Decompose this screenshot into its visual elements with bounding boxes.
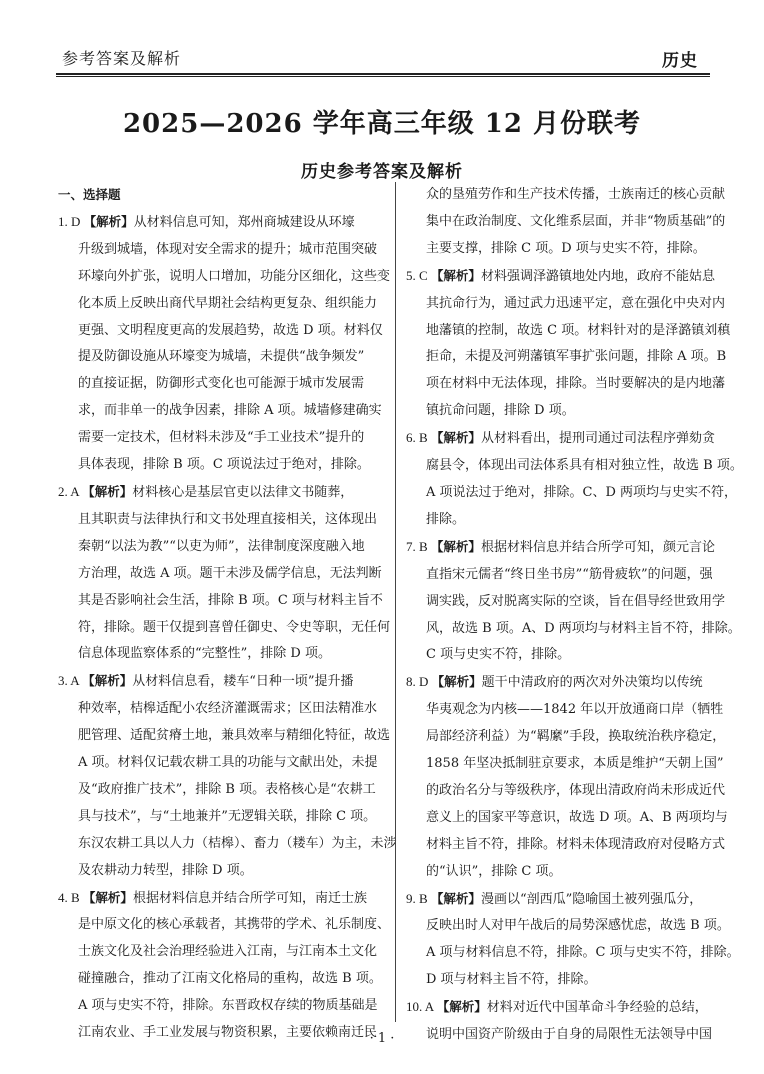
answer-line	[406, 182, 726, 209]
answer-line	[58, 398, 385, 425]
answer-line	[406, 480, 738, 507]
header-left-label: 参考答案及解析	[62, 49, 182, 68]
answer-text: A 项。材料仅记载农耕工具的功能与文献出处，未提	[78, 755, 378, 771]
answer-line	[406, 967, 706, 994]
answer-line	[58, 264, 391, 291]
answer-line	[58, 723, 391, 750]
answer-text: C 项与史实不符，排除。	[426, 647, 571, 663]
answer-text: A 项与材料信息不符，排除。C 项与史实不符，排除。	[426, 945, 740, 961]
answer-text: 镇抗命问题，排除 D 项。	[426, 403, 575, 419]
answer-text: 信息体现监察体系的“完整性”，排除 D 项。	[78, 646, 331, 662]
answer-line	[406, 344, 727, 371]
answer-text: 从材料看出，提刑司通过司法程序弹劾贪	[480, 431, 715, 447]
analysis-tag: 【解析】	[82, 673, 133, 689]
answer-line	[406, 669, 706, 697]
answer-text: 方治理，故选 A 项。题干未涉及儒学信息，无法判断	[78, 565, 382, 581]
answer-line	[406, 425, 715, 453]
answer-line	[406, 859, 706, 886]
answer-text: 腐县令，体现出司法体系具有相对独立性，故选 B 项。	[426, 458, 743, 474]
answer-text: 更强、文明程度更高的发展趋势，故选 D 项。材料仅	[78, 322, 383, 338]
answer-text: 其抗命行为，通过武力迅速平定，意在强化中央对内	[426, 295, 726, 311]
answer-line	[58, 641, 385, 668]
answer-number: 7. B	[406, 538, 431, 554]
answer-number: 3. A	[58, 673, 83, 689]
answer-line	[58, 291, 385, 318]
answer-number: 5. C	[406, 267, 431, 283]
answer-line	[58, 507, 385, 534]
answer-line	[406, 398, 706, 425]
answer-text: 及“政府推广技术”，排除 B 项。表格核心是“农耕工	[78, 781, 376, 797]
answer-text: 的直接证据，防御形式变化也可能源于城市发展需	[78, 376, 365, 392]
answer-text: 排除。	[426, 511, 466, 527]
answer-text: 1858 年坚决抵制驻京要求，本质是维护“天朝上国”	[426, 756, 724, 772]
answer-line	[58, 318, 385, 345]
answer-text: 肥管理、适配贫瘠土地，兼具效率与精细化特征，故选	[78, 728, 391, 744]
answer-text: 从材料信息看，耧车“日种一顷”提升播	[132, 674, 354, 690]
answer-line	[406, 534, 715, 562]
answer-text: 根据材料信息并结合所学可知，南迁士族	[132, 890, 367, 906]
answer-line	[58, 966, 385, 993]
answer-line	[58, 452, 385, 479]
answer-line	[406, 724, 726, 751]
answer-text: 提及防御设施从环壕变为城墙，未提供“战争频发”	[78, 349, 365, 365]
answer-text: 且其职责与法律执行和文书处理直接相关，这体现出	[78, 511, 378, 527]
answer-line	[58, 588, 385, 615]
answer-line	[406, 507, 706, 534]
answer-line	[58, 237, 385, 264]
answer-number: 1. D	[58, 213, 84, 229]
answer-line	[58, 912, 391, 939]
answer-text: 具与技术”，与“土地兼并”无逻辑关联，排除 C 项。	[78, 808, 377, 824]
answer-text: 局部经济利益）为“羁縻”手段，换取统治秩序稳定，	[426, 729, 726, 745]
answer-line	[58, 993, 385, 1020]
answer-line	[58, 561, 385, 588]
answer-text: A 项说法过于绝对，排除。C、D 两项均与史实不符，	[426, 484, 738, 500]
answer-text: 从材料信息可知，郑州商城建设从环壕	[133, 214, 355, 230]
answer-text: 主要支撑，排除 C 项。D 项与史实不符，排除。	[426, 240, 706, 256]
answer-text: A 项与史实不符，排除。东晋政权存续的物质基础是	[78, 998, 378, 1014]
answer-text: 需要一定技术，但材料未涉及“手工业技术”提升的	[78, 430, 365, 446]
header-rule	[56, 73, 710, 75]
answer-text: 意义上的国家平等意识，故选 D 项。A、B 两项均与	[426, 809, 728, 825]
answer-text: 士族文化及社会治理经验进入江南，与江南本土文化	[78, 944, 378, 960]
answer-text: 江南农业、手工业发展与物资积累，主要依赖南迁民	[78, 1025, 378, 1041]
analysis-tag: 【解析】	[431, 674, 482, 690]
analysis-tag: 【解析】	[436, 999, 487, 1015]
header-rule-thin	[56, 76, 710, 77]
answer-line	[406, 453, 743, 480]
analysis-tag: 【解析】	[430, 267, 481, 283]
answer-text: 说明中国资产阶级由于自身的局限性无法领导中国	[426, 1027, 713, 1043]
answer-text: 的“认识”，排除 C 项。	[426, 863, 562, 879]
answer-text: 材料主旨不符，排除。材料未体现清政府对侵略方式	[426, 836, 726, 852]
answer-line	[58, 371, 385, 398]
header-subject-label: 历史	[662, 51, 698, 71]
answer-line	[406, 778, 726, 805]
answer-line	[58, 615, 391, 642]
analysis-tag: 【解析】	[430, 890, 481, 906]
answer-line	[406, 263, 715, 291]
answer-text: 漫画以“剖西瓜”隐喻国土被列强瓜分，	[480, 891, 703, 907]
answer-text: 环壕向外扩张，说明人口增加，功能分区细化，这些变	[78, 268, 391, 284]
section-heading: 一、选择题	[58, 187, 121, 202]
answer-number: 6. B	[406, 430, 431, 446]
answer-line	[58, 534, 385, 561]
answer-line	[58, 777, 385, 804]
answer-text: 集中在政治制度、文化维系层面，并非“物质基础”的	[426, 213, 726, 229]
answer-text: 的政治名分与等级秩序，体现出清政府尚未形成近代	[426, 782, 726, 798]
answer-number: 8. D	[406, 674, 432, 690]
answer-text: D 项与材料主旨不符，排除。	[426, 972, 597, 988]
analysis-tag: 【解析】	[430, 538, 481, 554]
answer-text: 及农耕动力转型，排除 D 项。	[78, 862, 253, 878]
analysis-tag: 【解析】	[83, 213, 134, 229]
analysis-tag: 【解析】	[82, 889, 133, 905]
answer-text: 调实践，反对脱离实际的空谈，旨在倡导经世致用学	[426, 593, 726, 609]
answer-line	[406, 642, 706, 669]
answer-line	[58, 858, 385, 885]
answer-text: 题干中清政府的两次对外决策均以传统	[481, 675, 703, 691]
answer-text: 求，而非单一的战争因素，排除 A 项。城墙修建确实	[78, 403, 382, 419]
answer-text: 项在材料中无法体现，排除。当时要解决的是内地藩	[426, 376, 726, 392]
answer-line	[406, 209, 726, 236]
answer-number: 10. A	[406, 999, 437, 1015]
answer-text: 根据材料信息并结合所学可知，颜元言论	[480, 539, 715, 555]
answer-text: 材料核心是基层官吏以法律文书随葬，	[132, 484, 354, 500]
answer-text: 众的垦殖劳作和生产技术传播，士族南迁的核心贡献	[426, 187, 726, 202]
left-column	[58, 182, 397, 1047]
answer-line	[58, 885, 385, 913]
answer-text: 华夷观念为内核——1842 年以开放通商口岸（牺牲	[426, 702, 724, 718]
answer-line	[406, 940, 740, 967]
answer-line	[58, 344, 385, 371]
answer-text: 种效率，桔槔适配小农经济灌溉需求；区田法精准水	[78, 701, 378, 717]
answer-text: 材料强调泽潞镇地处内地，政府不能姑息	[480, 268, 715, 284]
answer-line	[406, 562, 713, 589]
answer-number: 4. B	[58, 889, 83, 905]
answer-number: 2. A	[58, 483, 83, 499]
answer-text: 秦朝“以法为教”“以吏为师”，法律制度深度融入地	[78, 538, 365, 554]
answer-line	[406, 805, 728, 832]
answer-text: 拒命，未提及河朔藩镇军事扩张问题，排除 A 项。B	[426, 349, 727, 365]
answer-line	[406, 697, 724, 724]
answer-text: 碰撞融合，推动了江南文化格局的重构，故选 B 项。	[78, 971, 382, 987]
answer-line	[406, 832, 726, 859]
answer-line	[58, 479, 385, 507]
answer-line	[58, 750, 385, 777]
analysis-tag: 【解析】	[430, 430, 481, 446]
answer-line	[58, 939, 385, 966]
answer-line	[406, 886, 706, 914]
answer-text: 风，故选 B 项。A、D 两项均与材料主旨不符，排除。	[426, 620, 741, 636]
answer-line	[406, 994, 706, 1022]
answer-line	[406, 751, 724, 778]
answer-line	[406, 371, 726, 398]
column-divider	[395, 182, 396, 1022]
answer-text: 其是否影响社会生活，排除 B 项。C 项与材料主旨不	[78, 592, 383, 608]
answer-text: 化本质上反映出商代早期社会结构更复杂、组织能力	[78, 295, 378, 311]
answer-line	[406, 616, 741, 643]
answer-line	[58, 804, 385, 831]
answer-line	[58, 668, 385, 696]
answer-line	[58, 696, 385, 723]
answer-line	[58, 209, 385, 237]
answer-text: 直指宋元儒者“终日坐书房”“筋骨疲软”的问题，强	[426, 566, 713, 582]
page-number: · 1 ·	[369, 1031, 395, 1046]
analysis-tag: 【解析】	[82, 483, 133, 499]
answer-line	[406, 236, 706, 263]
page-title: 2025—2026 学年高三年级 12 月份联考	[122, 109, 642, 139]
answer-text: 具体表现，排除 B 项。C 项说法过于绝对，排除。	[78, 457, 370, 473]
answer-line	[58, 425, 385, 452]
answer-line	[406, 913, 730, 940]
answer-line	[58, 831, 397, 858]
answer-text: 符，排除。题干仅提到喜曾任御史、令史等职，无任何	[78, 619, 391, 635]
answer-text: 材料对近代中国革命斗争经验的总结，	[486, 1000, 708, 1016]
answer-text: 反映出时人对甲午战后的局势深感忧虑，故选 B 项。	[426, 918, 730, 934]
answer-line	[406, 291, 726, 318]
page-subtitle: 历史参考答案及解析	[301, 162, 463, 182]
answer-text: 东汉农耕工具以人力（桔槔）、畜力（耧车）为主，未涉	[78, 835, 397, 851]
answer-text: 是中原文化的核心承载者，其携带的学术、礼乐制度、	[78, 917, 391, 933]
answer-line	[406, 589, 726, 616]
answer-line	[406, 318, 731, 345]
answer-text: 升级到城墙，体现对安全需求的提升；城市范围突破	[78, 241, 378, 257]
answer-text: 地藩镇的控制，故选 C 项。材料针对的是泽潞镇刘稹	[426, 322, 731, 338]
right-column	[406, 182, 743, 1049]
answer-number: 9. B	[406, 890, 431, 906]
